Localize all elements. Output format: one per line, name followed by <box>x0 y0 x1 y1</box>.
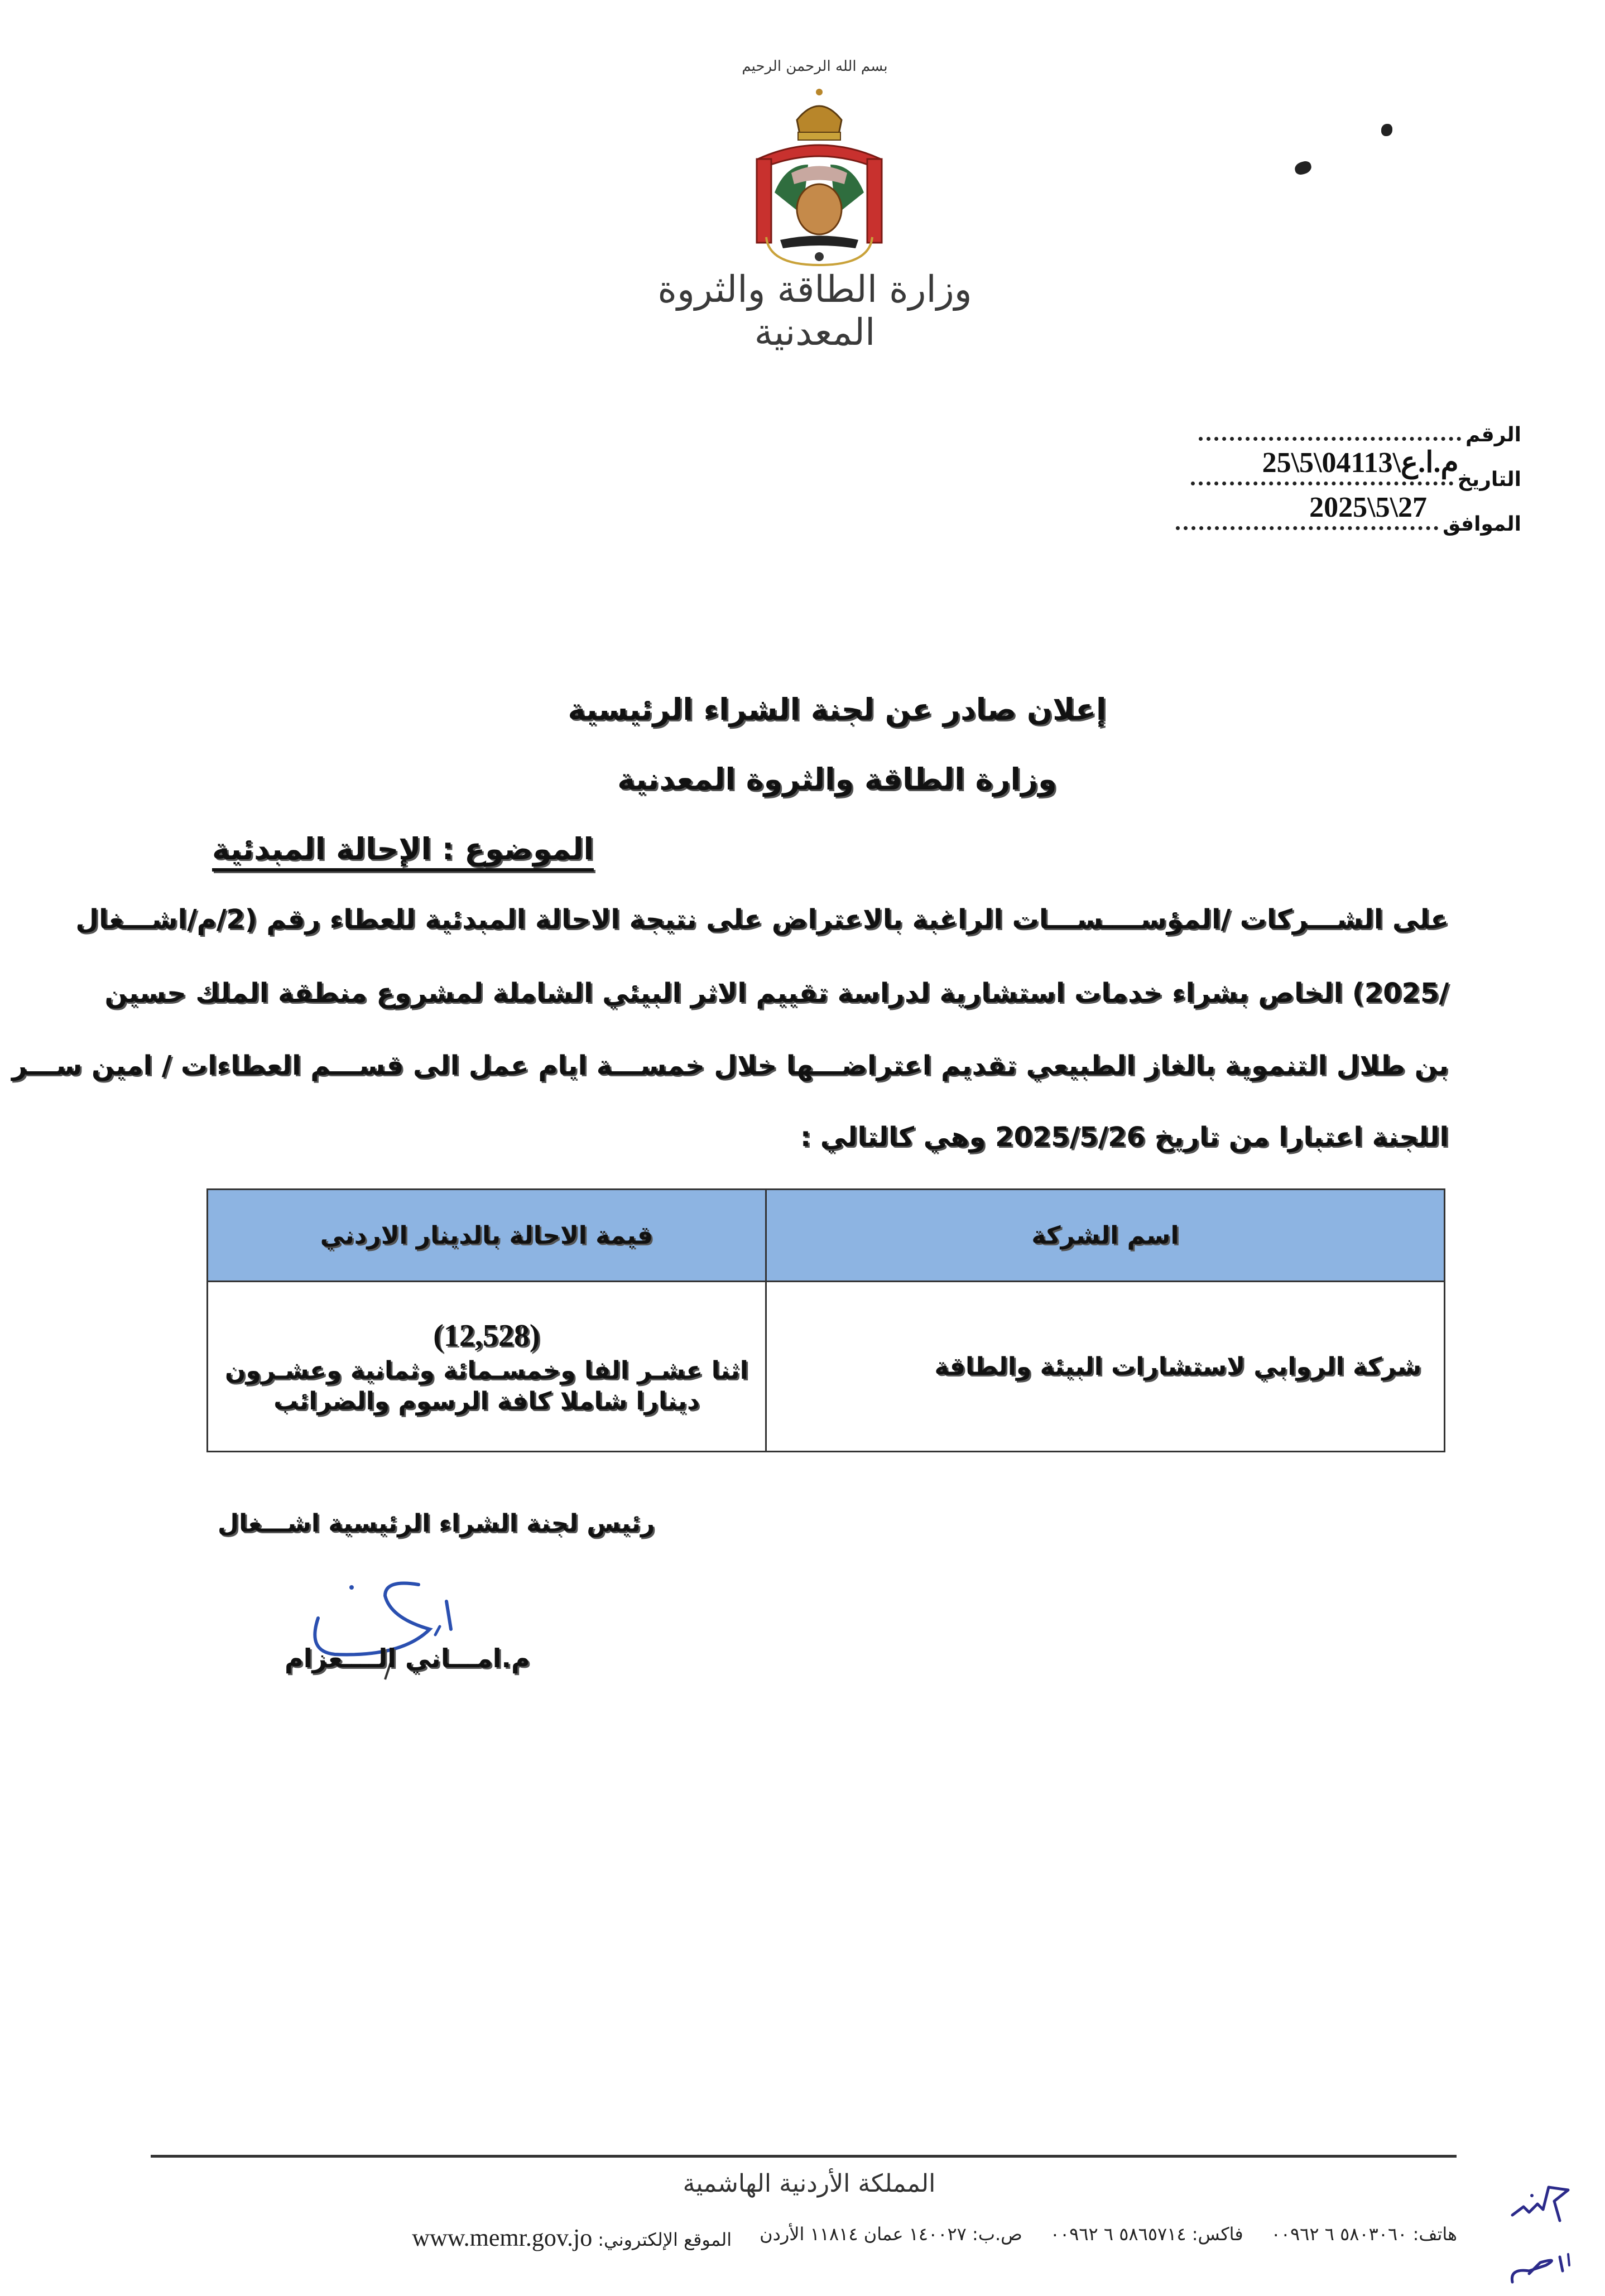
award-table <box>206 1188 1445 1452</box>
footer-website-link[interactable]: www.memr.gov.jo <box>412 2224 593 2251</box>
amount-cell <box>208 1282 766 1452</box>
table-header-row <box>208 1190 1445 1282</box>
body-line: بن طلال التنموية بالغاز الطبيعي تقديم اعتراضـــها خلال خمســـة ايام عمل الى قســـم العطاءات / امين ســـر <box>12 1050 1449 1081</box>
column-header-amount: قيمة الاحالة بالدينار الاردني <box>208 1190 766 1282</box>
table-row <box>208 1282 1445 1452</box>
reference-date-value: م.ا.ع\04113\5\25 <box>1262 447 1459 479</box>
signer-title: رئيس لجنة الشراء الرئيسية اشـــغال <box>218 1509 655 1538</box>
signer-name: م.امـــاني الــــعزام <box>285 1643 530 1673</box>
punch-hole-mark <box>1294 160 1313 176</box>
reference-corresponding-row <box>1097 491 1521 536</box>
reference-number-row <box>1097 402 1521 446</box>
footer-contact <box>118 2223 1457 2252</box>
announcement-ministry-title: وزارة الطاقة والثروة المعدنية <box>617 762 1057 797</box>
reference-corresponding-label: الموافق <box>1443 513 1521 536</box>
reference-date-label: التاريخ <box>1457 468 1521 491</box>
handwritten-signature <box>301 1562 480 1696</box>
footer-po-box: ص.ب: ١٤٠٠٢٧ عمان ١١٨١٤ الأردن <box>760 2223 1022 2245</box>
footer-divider <box>151 2155 1457 2158</box>
footer-fax: فاكس: ٥٨٦٥٧١٤ ٦ ٠٠٩٦٢ <box>1050 2223 1243 2245</box>
basmala: بسم الله الرحمن الرحيم <box>742 58 888 75</box>
subject-heading: الموضوع : الإحالة المبدئية <box>212 831 594 867</box>
kingdom-logo-text: المملكة الأردنية الهاشمية <box>683 2169 936 2198</box>
punch-hole-mark <box>1381 124 1392 136</box>
footer-website-group <box>412 2223 732 2252</box>
crown-icon <box>797 89 842 140</box>
reference-number-label: الرقم <box>1465 423 1521 446</box>
body-line: على الشـــركات /المؤســــســـات الراغبة بالاعتراض على نتيجة الاحالة المبدئية للعطاء رقم (2/م/اشـــغال <box>75 904 1449 935</box>
jordan-coat-of-arms-emblem <box>736 81 903 271</box>
footer-website-label: الموقع الإلكتروني: <box>598 2229 732 2250</box>
amount-words-line: دينارا شاملا كافة الرسوم والضرائب <box>273 1387 700 1416</box>
company-name-cell: شركة الروابي لاستشارات البيئة والطاقة <box>766 1282 1444 1452</box>
body-line: اللجنة اعتبارا من تاريخ 2025/5/26 وهي كالتالي : <box>800 1121 1449 1153</box>
column-header-company: اسم الشركة <box>766 1190 1444 1282</box>
announcement-title: إعلان صادر عن لجنة الشراء الرئيسية <box>568 692 1107 727</box>
reference-corresponding-value: 2025\5\27 <box>1309 492 1428 523</box>
amount-words-line: اثنا عشـر الفا وخمسـمائة وثمانية وعشـرون <box>225 1356 748 1385</box>
body-line: /2025) الخاص بشراء خدمات استشارية لدراسة تقييم الاثر البيئي الشاملة لمشروع منطقة الملك حسين <box>104 978 1449 1009</box>
footer-phone: هاتف: ٥٨٠٣٠٦٠ ٦ ٠٠٩٦٢ <box>1271 2223 1457 2245</box>
reference-date-row <box>1097 446 1521 491</box>
amount-number: (12,528) <box>433 1318 540 1353</box>
handwritten-margin-note <box>1507 2154 1602 2293</box>
ministry-logo-text: وزارة الطاقة والثروة المعدنية <box>657 268 972 354</box>
